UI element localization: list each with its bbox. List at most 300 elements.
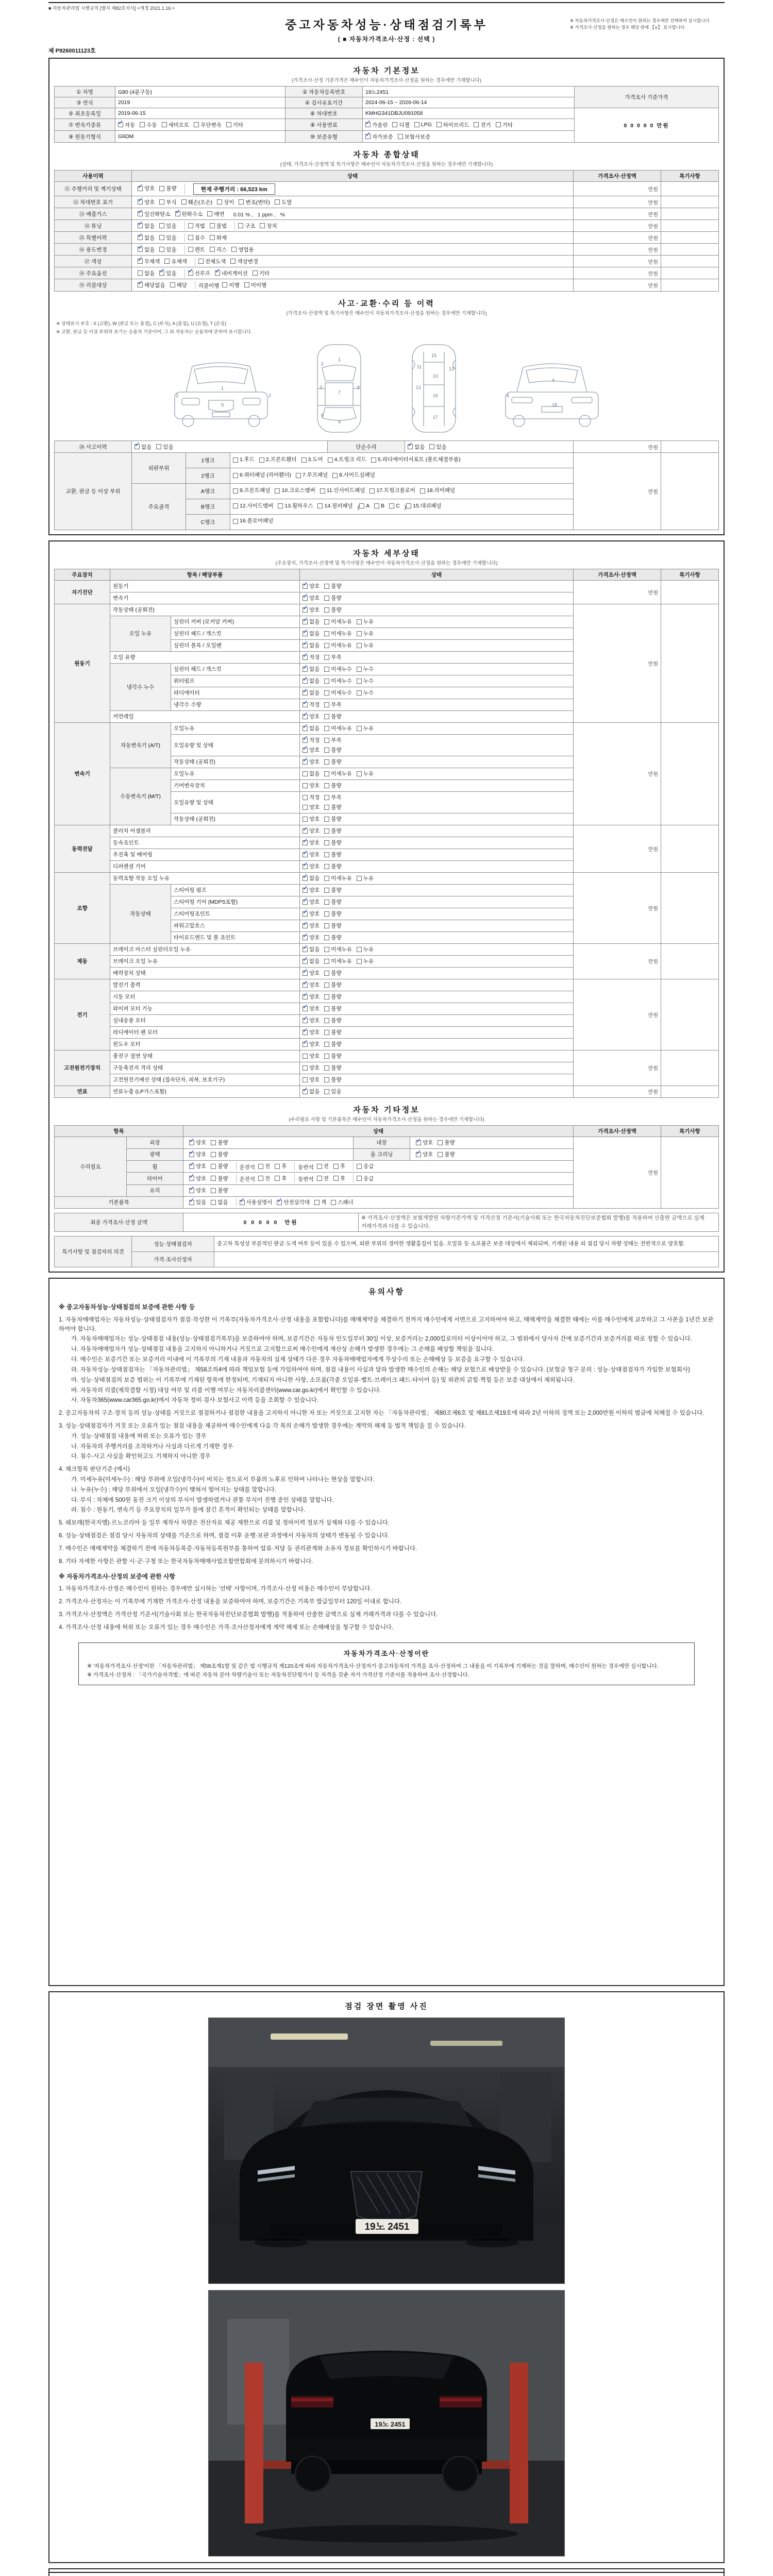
checkbox-option[interactable]: 미세누유: [324, 618, 352, 625]
checkbox[interactable]: [301, 457, 307, 463]
checkbox[interactable]: [324, 994, 329, 999]
checkbox[interactable]: [328, 457, 333, 463]
checkbox-option[interactable]: ✓ 양호: [303, 839, 320, 846]
checkbox-option[interactable]: ✓ 양호: [303, 993, 320, 1001]
checkbox-option[interactable]: 기타: [226, 121, 243, 129]
checkbox[interactable]: [324, 795, 329, 800]
checkbox-option[interactable]: ✓ 양호: [303, 1016, 320, 1024]
checkbox-option[interactable]: 미이행: [244, 281, 266, 289]
checkbox[interactable]: [233, 503, 238, 509]
checkbox[interactable]: [303, 738, 308, 743]
checkbox-option[interactable]: 양호: [303, 815, 320, 823]
checkbox[interactable]: [296, 473, 301, 478]
checkbox[interactable]: [303, 714, 308, 719]
checkbox-option[interactable]: 미세누수: [324, 689, 352, 697]
checkbox[interactable]: [357, 959, 362, 964]
checkbox-option[interactable]: 불량: [324, 839, 341, 846]
checkbox[interactable]: [324, 759, 329, 765]
checkbox-option[interactable]: 누수: [357, 689, 374, 697]
checkbox[interactable]: [359, 503, 364, 509]
checkbox[interactable]: [189, 1176, 194, 1181]
checkbox[interactable]: [389, 503, 394, 509]
checkbox-option[interactable]: 전: [258, 1162, 270, 1170]
checkbox[interactable]: [253, 270, 258, 276]
checkbox-option[interactable]: 5.라디에이터서포트 (볼트체결부품): [371, 455, 461, 465]
checkbox-option[interactable]: 렌트: [188, 246, 205, 253]
checkbox[interactable]: [420, 488, 425, 494]
checkbox-option[interactable]: 17.트렁크플로어: [369, 486, 415, 496]
checkbox[interactable]: [303, 1065, 308, 1071]
checkbox[interactable]: [324, 726, 329, 731]
checkbox[interactable]: [211, 1140, 216, 1145]
checkbox-option[interactable]: ✓ 양호: [303, 1028, 320, 1036]
checkbox-option[interactable]: ✓ 가솔린: [365, 121, 388, 129]
checkbox-option[interactable]: 누수: [357, 677, 374, 685]
checkbox[interactable]: [333, 1176, 339, 1181]
checkbox[interactable]: [324, 840, 329, 845]
checkbox[interactable]: [303, 817, 308, 822]
checkbox[interactable]: [231, 247, 237, 252]
checkbox-option[interactable]: 15.대쉬패널: [406, 501, 441, 512]
checkbox[interactable]: [357, 1176, 362, 1181]
checkbox[interactable]: [303, 994, 308, 999]
checkbox[interactable]: [233, 519, 238, 524]
checkbox-option[interactable]: ✓ 양호: [303, 969, 320, 977]
checkbox[interactable]: [275, 1164, 280, 1169]
checkbox[interactable]: [164, 259, 170, 264]
checkbox-option[interactable]: 누유: [357, 874, 374, 882]
checkbox-option[interactable]: 불량: [211, 1175, 228, 1182]
checkbox-option[interactable]: 14.필러패널: [317, 501, 352, 512]
checkbox-option[interactable]: 미세누유: [324, 957, 352, 965]
checkbox-option[interactable]: ✓ 없음: [303, 665, 320, 673]
checkbox-option[interactable]: 불량: [438, 1139, 455, 1146]
checkbox[interactable]: [303, 1030, 308, 1035]
checkbox[interactable]: [324, 1006, 329, 1011]
checkbox-option[interactable]: ✓ 양호: [416, 1139, 433, 1146]
checkbox-option[interactable]: ✓ 없음: [303, 957, 320, 965]
checkbox-option[interactable]: ✓ 양호: [303, 827, 320, 835]
checkbox-option[interactable]: ✓ 양호: [303, 886, 320, 894]
checkbox-option[interactable]: ✓ 양호: [189, 1139, 206, 1146]
checkbox[interactable]: [357, 679, 362, 684]
checkbox-option[interactable]: 18.리어패널: [420, 486, 455, 496]
checkbox-option[interactable]: 불량: [324, 827, 341, 835]
checkbox-option[interactable]: ✓ 선루프: [188, 269, 210, 277]
checkbox[interactable]: [357, 1164, 362, 1169]
checkbox[interactable]: [416, 1140, 421, 1145]
checkbox-option[interactable]: 잭: [314, 1198, 326, 1206]
checkbox-option[interactable]: 색상변경: [230, 258, 258, 265]
checkbox[interactable]: [317, 503, 323, 509]
checkbox[interactable]: [357, 771, 362, 776]
checkbox-option[interactable]: ✓ 양호: [303, 898, 320, 906]
checkbox-option[interactable]: 하이브리드: [436, 121, 469, 129]
checkbox-option[interactable]: 기타: [253, 269, 270, 277]
checkbox-option[interactable]: 16.플로어패널: [233, 516, 273, 527]
checkbox[interactable]: [324, 876, 329, 881]
checkbox-option[interactable]: 불량: [324, 934, 341, 941]
checkbox-option[interactable]: ✓ 양호: [303, 862, 320, 870]
checkbox-option[interactable]: 불량: [324, 815, 341, 823]
checkbox-option[interactable]: ✓ 양호: [303, 746, 320, 754]
checkbox[interactable]: [138, 282, 143, 287]
checkbox[interactable]: [226, 122, 231, 127]
checkbox[interactable]: [303, 876, 308, 881]
checkbox[interactable]: [211, 1200, 216, 1205]
checkbox[interactable]: [324, 690, 329, 696]
checkbox-option[interactable]: 불량: [211, 1139, 228, 1146]
checkbox-option[interactable]: ✓ 양호: [303, 594, 320, 602]
checkbox[interactable]: [324, 971, 329, 976]
checkbox-option[interactable]: ✓ 양호: [303, 606, 320, 614]
checkbox[interactable]: [215, 270, 220, 276]
checkbox[interactable]: [194, 122, 199, 127]
checkbox[interactable]: [365, 134, 371, 139]
checkbox[interactable]: [324, 655, 329, 660]
checkbox-option[interactable]: ✓ 사용설명서: [240, 1198, 273, 1206]
checkbox[interactable]: [324, 584, 329, 589]
checkbox[interactable]: [138, 199, 143, 205]
checkbox-option[interactable]: 부족: [324, 701, 341, 708]
checkbox[interactable]: [258, 1164, 263, 1169]
checkbox[interactable]: [159, 223, 164, 228]
checkbox[interactable]: [320, 488, 325, 494]
checkbox[interactable]: [159, 270, 164, 276]
checkbox-option[interactable]: 이행: [222, 281, 239, 289]
checkbox[interactable]: [135, 444, 140, 449]
checkbox[interactable]: [438, 1140, 443, 1145]
checkbox-option[interactable]: ✓ 양호: [189, 1150, 206, 1158]
checkbox[interactable]: [233, 473, 238, 478]
checkbox-option[interactable]: 불량: [324, 886, 341, 894]
checkbox[interactable]: [303, 643, 308, 648]
checkbox-option[interactable]: 양호: [303, 782, 320, 789]
checkbox-option[interactable]: ✓ 없음: [303, 1088, 320, 1095]
checkbox[interactable]: [333, 1164, 339, 1169]
checkbox[interactable]: [357, 619, 362, 624]
checkbox[interactable]: [406, 503, 411, 509]
checkbox-option[interactable]: ✓ 일산화탄소: [138, 210, 171, 218]
checkbox-option[interactable]: 미세누유: [324, 641, 352, 649]
checkbox-option[interactable]: 무단변속: [194, 121, 222, 129]
checkbox[interactable]: [303, 1042, 308, 1047]
checkbox-option[interactable]: 전기: [474, 121, 491, 129]
checkbox[interactable]: [233, 457, 238, 463]
checkbox[interactable]: [189, 1152, 194, 1157]
checkbox[interactable]: [474, 122, 479, 127]
checkbox[interactable]: [275, 488, 280, 494]
checkbox[interactable]: [303, 1089, 308, 1094]
checkbox[interactable]: [211, 1176, 216, 1181]
checkbox-option[interactable]: 불량: [324, 758, 341, 766]
checkbox-option[interactable]: A: [359, 501, 369, 512]
checkbox-option[interactable]: 전체도색: [198, 258, 226, 265]
checkbox-option[interactable]: 적정: [303, 793, 320, 801]
checkbox-option[interactable]: 전: [317, 1175, 329, 1182]
checkbox-option[interactable]: ✓ 무채색: [138, 258, 160, 265]
checkbox-option[interactable]: ✓ 양호: [138, 198, 155, 206]
checkbox[interactable]: [357, 667, 362, 672]
checkbox-option[interactable]: 불량: [324, 1076, 341, 1083]
checkbox-option[interactable]: 유채색: [164, 258, 187, 265]
checkbox-option[interactable]: 미세누유: [324, 874, 352, 882]
checkbox[interactable]: [303, 1018, 308, 1023]
checkbox-option[interactable]: ✓ 양호: [303, 981, 320, 989]
checkbox[interactable]: [303, 759, 308, 765]
checkbox-option[interactable]: 4.트렁크 리드: [328, 455, 366, 465]
checkbox-option[interactable]: ✓ 없음: [138, 246, 155, 253]
checkbox[interactable]: [324, 631, 329, 636]
checkbox-option[interactable]: C: [389, 501, 400, 512]
checkbox-option[interactable]: ✓ 없음: [138, 222, 155, 230]
checkbox-option[interactable]: 양호: [303, 1076, 320, 1083]
checkbox-option[interactable]: 불량: [324, 594, 341, 602]
checkbox-option[interactable]: ✓ 안전삼각대: [277, 1198, 310, 1206]
checkbox[interactable]: [138, 211, 143, 216]
checkbox[interactable]: [429, 444, 434, 449]
checkbox-option[interactable]: 응급: [357, 1175, 374, 1182]
checkbox[interactable]: [188, 247, 193, 252]
checkbox-option[interactable]: 기타: [496, 121, 513, 129]
checkbox[interactable]: [438, 1152, 443, 1157]
checkbox-option[interactable]: 변조(변타): [239, 198, 270, 206]
checkbox-option[interactable]: 10.크로스멤버: [275, 486, 315, 496]
checkbox-option[interactable]: 불량: [324, 993, 341, 1001]
checkbox-option[interactable]: 불량: [211, 1150, 228, 1158]
checkbox-option[interactable]: 후: [333, 1162, 345, 1170]
checkbox-option[interactable]: ✓ 양호: [303, 922, 320, 929]
checkbox-option[interactable]: 2.프론트휀더: [259, 455, 296, 465]
checkbox[interactable]: [324, 1077, 329, 1082]
checkbox[interactable]: [324, 959, 329, 964]
checkbox-option[interactable]: 매연: [207, 210, 224, 218]
checkbox-option[interactable]: ✓ 양호: [303, 713, 320, 720]
checkbox[interactable]: [357, 631, 362, 636]
checkbox-option[interactable]: 불량: [324, 606, 341, 614]
checkbox[interactable]: [303, 783, 308, 788]
checkbox[interactable]: [175, 211, 180, 216]
checkbox-option[interactable]: 미세누유: [324, 630, 352, 637]
checkbox-option[interactable]: 불량: [324, 713, 341, 720]
checkbox[interactable]: [217, 199, 222, 205]
checkbox-option[interactable]: 수동: [140, 121, 157, 129]
checkbox-option[interactable]: 없음: [211, 1198, 228, 1206]
checkbox[interactable]: [278, 503, 283, 509]
checkbox[interactable]: [332, 473, 338, 478]
checkbox-option[interactable]: 훼손(오손): [181, 198, 213, 206]
checkbox-option[interactable]: 있음: [159, 222, 176, 230]
checkbox[interactable]: [324, 828, 329, 834]
checkbox[interactable]: [198, 259, 204, 264]
checkbox[interactable]: [324, 738, 329, 743]
checkbox[interactable]: [238, 223, 243, 228]
checkbox[interactable]: [324, 864, 329, 869]
checkbox[interactable]: [303, 667, 308, 672]
checkbox-option[interactable]: 불량: [324, 851, 341, 858]
checkbox-option[interactable]: 9.프론트패널: [233, 486, 270, 496]
checkbox-option[interactable]: ✓ 적정: [303, 653, 320, 661]
checkbox[interactable]: [138, 270, 143, 276]
checkbox[interactable]: [303, 888, 308, 893]
checkbox-option[interactable]: 상이: [217, 198, 234, 206]
checkbox[interactable]: [159, 235, 164, 240]
checkbox-option[interactable]: ✓ 양호: [416, 1150, 433, 1158]
checkbox[interactable]: [159, 247, 164, 252]
checkbox[interactable]: [259, 457, 264, 463]
checkbox[interactable]: [408, 444, 413, 449]
checkbox[interactable]: [207, 211, 212, 216]
checkbox[interactable]: [303, 771, 308, 776]
checkbox[interactable]: [371, 457, 376, 463]
checkbox-option[interactable]: ✓ 없음: [303, 724, 320, 732]
checkbox[interactable]: [303, 748, 308, 753]
checkbox[interactable]: [189, 1188, 194, 1193]
checkbox[interactable]: [188, 223, 193, 228]
checkbox[interactable]: [162, 122, 167, 127]
checkbox-option[interactable]: 누유: [357, 957, 374, 965]
checkbox[interactable]: [317, 1164, 322, 1169]
checkbox[interactable]: [303, 1006, 308, 1011]
checkbox[interactable]: [303, 596, 308, 601]
checkbox-option[interactable]: 부족: [324, 736, 341, 744]
checkbox-option[interactable]: 구조: [238, 222, 255, 230]
checkbox[interactable]: [138, 259, 143, 264]
checkbox-option[interactable]: ✓ 없음: [303, 630, 320, 637]
checkbox[interactable]: [357, 643, 362, 648]
checkbox[interactable]: [303, 840, 308, 845]
checkbox-option[interactable]: 부족: [324, 653, 341, 661]
checkbox[interactable]: [189, 1164, 194, 1169]
checkbox-option[interactable]: 전: [258, 1175, 270, 1182]
checkbox-option[interactable]: 7.루프패널: [296, 470, 328, 481]
checkbox-option[interactable]: ✓ 양호: [303, 582, 320, 590]
checkbox[interactable]: [324, 783, 329, 788]
checkbox-option[interactable]: 양호: [303, 803, 320, 811]
checkbox[interactable]: [496, 122, 501, 127]
checkbox-option[interactable]: 불량: [324, 922, 341, 929]
checkbox-option[interactable]: ✓ 없음: [135, 443, 152, 451]
checkbox-option[interactable]: 없음: [138, 269, 155, 277]
checkbox-option[interactable]: 전: [317, 1162, 329, 1170]
checkbox[interactable]: [303, 900, 308, 905]
checkbox-option[interactable]: 불량: [438, 1150, 455, 1158]
checkbox[interactable]: [303, 619, 308, 624]
checkbox-option[interactable]: ✓ 양호: [189, 1187, 206, 1194]
checkbox-option[interactable]: ✓ 적정: [303, 701, 320, 708]
checkbox[interactable]: [324, 900, 329, 905]
checkbox[interactable]: [324, 888, 329, 893]
checkbox-option[interactable]: ✓ 탄화수소: [175, 210, 203, 218]
checkbox[interactable]: [369, 488, 375, 494]
checkbox[interactable]: [324, 771, 329, 776]
checkbox-option[interactable]: 누유: [357, 630, 374, 637]
checkbox-option[interactable]: 8.사이드실패널: [332, 470, 375, 481]
checkbox[interactable]: [331, 1200, 336, 1205]
checkbox[interactable]: [324, 607, 329, 613]
checkbox[interactable]: [324, 748, 329, 753]
checkbox[interactable]: [324, 923, 329, 928]
checkbox-option[interactable]: 불량: [324, 910, 341, 918]
checkbox-option[interactable]: 불량: [324, 1016, 341, 1024]
checkbox[interactable]: [118, 122, 123, 127]
checkbox-option[interactable]: 누유: [357, 724, 374, 732]
checkbox[interactable]: [392, 122, 397, 127]
checkbox[interactable]: [324, 596, 329, 601]
checkbox[interactable]: [138, 223, 143, 228]
checkbox-option[interactable]: ✓ 적정: [303, 736, 320, 744]
checkbox-option[interactable]: ✓ 양호: [303, 758, 320, 766]
checkbox-option[interactable]: 누유: [357, 641, 374, 649]
checkbox[interactable]: [303, 607, 308, 613]
checkbox[interactable]: [357, 690, 362, 696]
checkbox[interactable]: [324, 1030, 329, 1035]
checkbox-option[interactable]: 불법: [210, 222, 227, 230]
checkbox[interactable]: [303, 1077, 308, 1082]
checkbox[interactable]: [189, 1200, 194, 1205]
checkbox-option[interactable]: 있음: [156, 443, 173, 451]
checkbox-option[interactable]: 불량: [324, 898, 341, 906]
checkbox-option[interactable]: 3.도어: [301, 455, 323, 465]
checkbox[interactable]: [365, 122, 371, 127]
checkbox[interactable]: [138, 186, 143, 191]
checkbox[interactable]: [303, 852, 308, 857]
checkbox-option[interactable]: 있음: [429, 443, 446, 451]
checkbox-option[interactable]: 미세누수: [324, 665, 352, 673]
checkbox[interactable]: [211, 1152, 216, 1157]
checkbox[interactable]: [303, 726, 308, 731]
checkbox-option[interactable]: 12.사이드멤버: [233, 501, 273, 512]
checkbox[interactable]: [303, 1054, 308, 1059]
checkbox[interactable]: [138, 247, 143, 252]
checkbox[interactable]: [324, 667, 329, 672]
checkbox-option[interactable]: ✓ 있음: [159, 269, 176, 277]
checkbox-option[interactable]: ✓ 양호: [138, 184, 155, 192]
checkbox-option[interactable]: 누수: [357, 665, 374, 673]
checkbox[interactable]: [324, 817, 329, 822]
checkbox-option[interactable]: 불량: [324, 1040, 341, 1048]
checkbox[interactable]: [303, 828, 308, 834]
checkbox[interactable]: [233, 488, 238, 494]
checkbox[interactable]: [159, 199, 164, 205]
checkbox-option[interactable]: 후: [275, 1175, 287, 1182]
checkbox-option[interactable]: 불량: [211, 1162, 228, 1170]
checkbox[interactable]: [324, 643, 329, 648]
checkbox[interactable]: [159, 186, 164, 191]
checkbox-option[interactable]: ✓ 양호: [303, 1040, 320, 1048]
checkbox[interactable]: [303, 679, 308, 684]
checkbox-option[interactable]: ✓ 없음: [138, 234, 155, 242]
checkbox-option[interactable]: 불량: [324, 969, 341, 977]
checkbox[interactable]: [324, 911, 329, 917]
checkbox-option[interactable]: 미세누유: [324, 724, 352, 732]
checkbox[interactable]: [210, 247, 215, 252]
checkbox[interactable]: [398, 134, 403, 139]
checkbox[interactable]: [210, 223, 215, 228]
checkbox-option[interactable]: ✓ 자가보증: [365, 133, 393, 141]
checkbox-option[interactable]: LPG: [414, 122, 432, 128]
checkbox[interactable]: [303, 947, 308, 952]
checkbox[interactable]: [374, 503, 379, 509]
checkbox-option[interactable]: 양호: [303, 1052, 320, 1060]
checkbox[interactable]: [188, 270, 193, 276]
checkbox[interactable]: [303, 959, 308, 964]
checkbox-option[interactable]: 스패너: [331, 1198, 353, 1206]
checkbox-option[interactable]: 세미오토: [162, 121, 190, 129]
checkbox-option[interactable]: 침수: [188, 234, 205, 242]
checkbox[interactable]: [324, 1054, 329, 1059]
checkbox-option[interactable]: 누유: [357, 770, 374, 777]
